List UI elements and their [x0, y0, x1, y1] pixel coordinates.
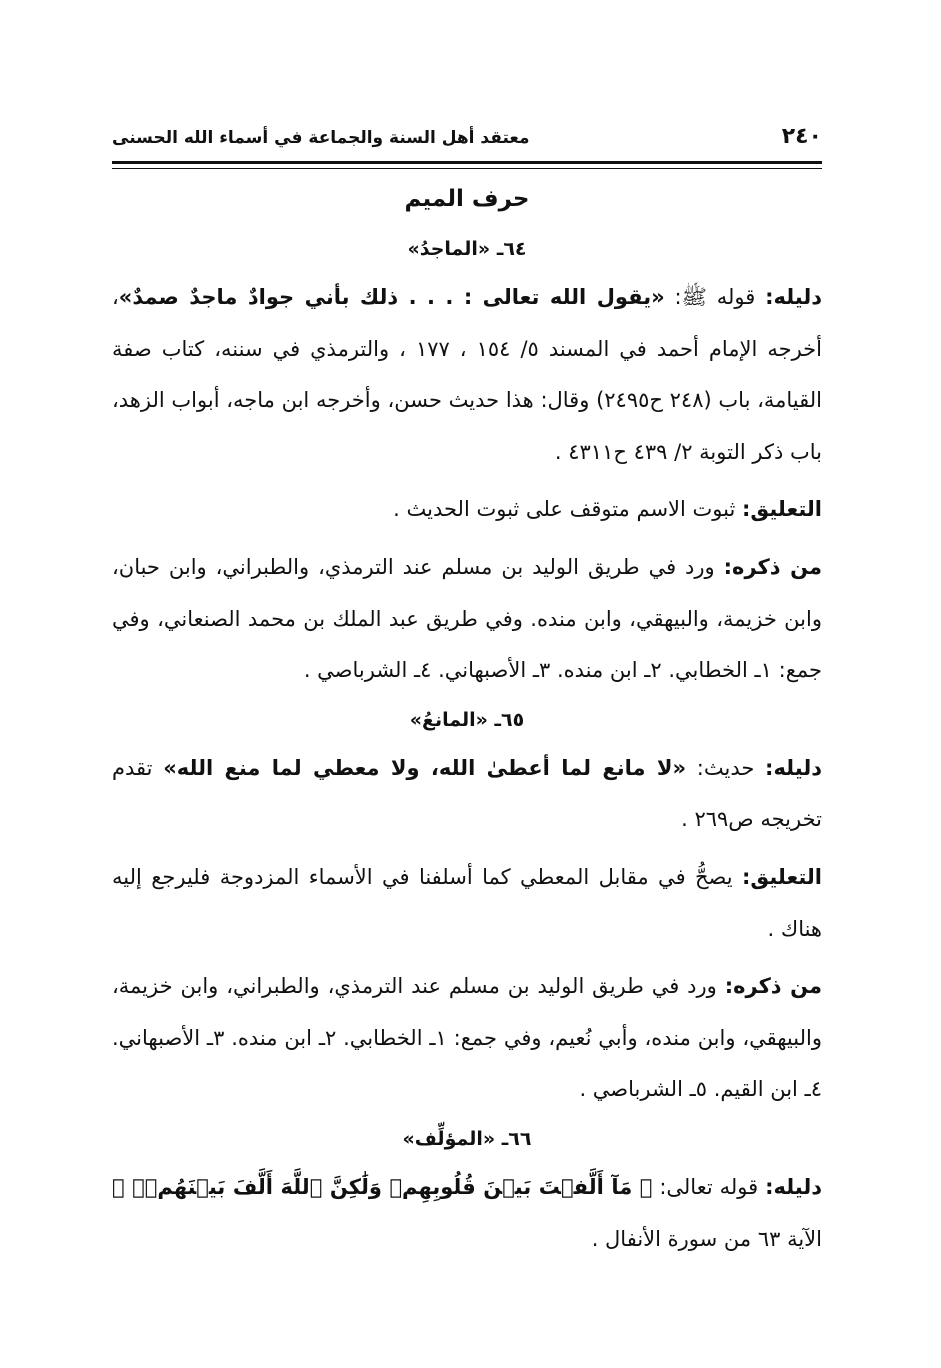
proof-intro: قوله تعالى: — [652, 1174, 766, 1199]
entry-comment-paragraph — [112, 852, 822, 955]
proof-citation: ، أخرجه الإمام أحمد في المسند ٥/ ١٥٤ ، ١٧٧ ، والترمذي في سننه، كتاب صفة القيامة، باب (٢٤٨ ح٢٤٩٥) وقال: هذا حديث حسن، وأخرجه ابن ماجه، أبواب الزهد، باب ذكر التوبة ٢/ ٤٣٩ ح٤٣١١ . — [112, 285, 822, 464]
entry-proof-paragraph — [112, 743, 822, 846]
entry-comment-paragraph — [112, 484, 822, 536]
mentioned-label: من ذكره: — [724, 974, 822, 999]
entry-heading-mani: ٦٥ـ «المانعُ» — [409, 708, 525, 731]
proof-label: دليله: — [765, 755, 822, 780]
comment-label: التعليق: — [742, 864, 822, 889]
section-title: حرف الميم — [404, 186, 530, 212]
entry-proof-paragraph — [112, 272, 822, 478]
comment-label: التعليق: — [742, 497, 822, 522]
running-title: معتقد أهل السنة والجماعة في أسماء الله الحسنى — [112, 128, 530, 148]
proof-quote: «يقول الله تعالى : . . . ذلك بأني جوادٌ ماجدٌ صمدٌ» — [118, 285, 665, 309]
proof-intro: قوله ﷺ: — [664, 285, 766, 309]
mentioned-text: ورد في طريق الوليد بن مسلم عند الترمذي، والطبراني، وابن خزيمة، والبيهقي، وابن منده، وأبي نُعيم، وفي جمع: ١ـ الخطابي. ٢ـ ابن منده. ٣ـ الأصبهاني. ٤ـ ابن القيم. ٥ـ الشرباصي . — [112, 974, 822, 1102]
header-rule-thin — [112, 168, 822, 169]
proof-label: دليله: — [765, 1174, 823, 1199]
proof-intro: حديث: — [686, 755, 766, 780]
proof-citation: تقدم تخريجه ص٢٦٩ . — [112, 755, 822, 832]
entry-heading-muallif: ٦٦ـ «المؤلِّف» — [402, 1127, 532, 1150]
page-header — [112, 118, 822, 158]
proof-quote: «لا مانع لما أعطىٰ الله، ولا معطي لما منع الله» — [163, 755, 687, 780]
comment-text: يصحُّ في مقابل المعطي كما أسلفنا في الأسماء المزدوجة فليرجع إليه هناك . — [112, 864, 822, 941]
mentioned-label: من ذكره: — [723, 554, 822, 579]
comment-text: ثبوت الاسم متوقف على ثبوت الحديث . — [393, 497, 743, 522]
entry-mentioned-paragraph — [112, 961, 822, 1116]
entry-mentioned-paragraph — [112, 542, 822, 697]
entry-proof-paragraph — [112, 1162, 822, 1265]
entry-heading-majid: ٦٤ـ «الماجدُ» — [407, 238, 527, 260]
proof-quote: ﴿ مَآ أَلَّفۡتَ بَيۡنَ قُلُوبِهِمۡ وَلَٰكِنَّ ٱللَّهَ أَلَّفَ بَيۡنَهُمۡۚ ﴾ — [112, 1174, 653, 1199]
page-body — [112, 172, 822, 1265]
mentioned-text: ورد في طريق الوليد بن مسلم عند الترمذي، والطبراني، وابن حبان، وابن خزيمة، والبيهقي، وابن منده. وفي طريق عبد الملك بن محمد الصنعاني، وفي جمع: ١ـ الخطابي. ٢ـ ابن منده. ٣ـ الأصبهاني. ٤ـ الشرباصي . — [112, 554, 822, 683]
header-rule-thick — [112, 161, 822, 164]
proof-label: دليله: — [765, 285, 823, 309]
proof-citation: الآية ٦٣ من سورة الأنفال . — [591, 1226, 822, 1251]
page-number: ٢٤٠ — [781, 124, 822, 149]
